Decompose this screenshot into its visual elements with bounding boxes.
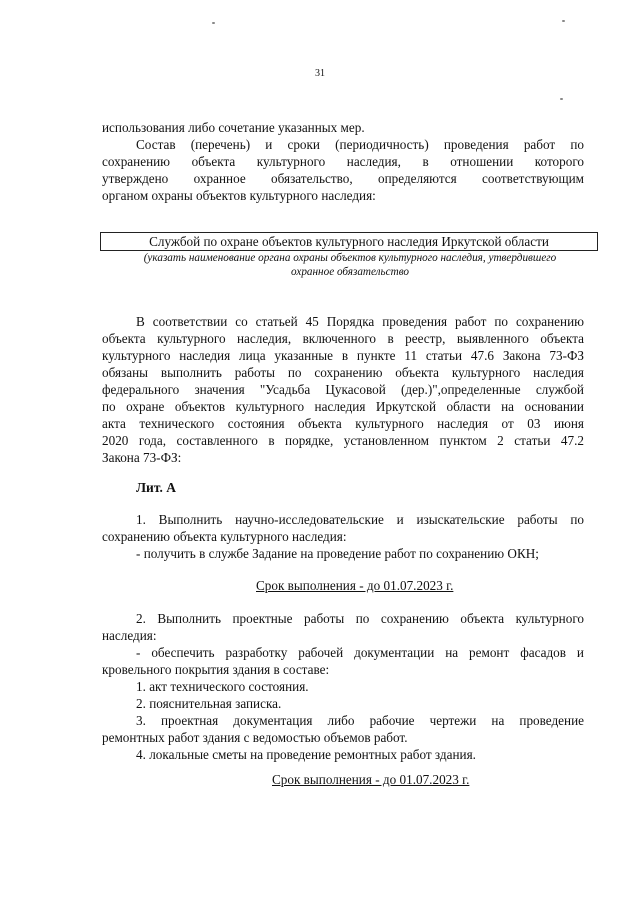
intro-paragraph <box>102 136 584 204</box>
text-line: сохранению объекта культурного наследия, в отношении которого <box>102 154 584 169</box>
text-line: - обеспечить разработку рабочей документации на ремонт фасадов и <box>136 645 584 660</box>
text-line: 4. локальные сметы на проведение ремонтных работ здания. <box>136 747 476 762</box>
scan-speck <box>562 20 565 22</box>
text-line: органом охраны объектов культурного наследия: <box>102 188 376 203</box>
page-number: 31 <box>315 68 325 79</box>
text-line: наследия: <box>102 628 157 643</box>
deadline-2: Срок выполнения - до 01.07.2023 г. <box>272 772 470 787</box>
scan-speck <box>212 22 215 24</box>
intro-line: использования либо сочетание указанных мер. <box>102 120 365 135</box>
item-1 <box>102 511 584 562</box>
text-line: обязаны выполнить работы по сохранению объекта культурного наследия <box>102 365 584 380</box>
text-line: утверждено охранное обязательство, определяются соответствующим <box>102 171 584 186</box>
authority-box: Службой по охране объектов культурного наследия Иркутской области <box>100 232 598 251</box>
text-line: 1. акт технического состояния. <box>136 679 309 694</box>
text-line: 3. проектная документация либо рабочие чертежи на проведение <box>136 713 584 728</box>
text-line: 1. Выполнить научно-исследовательские и изыскательские работы по <box>136 512 584 527</box>
note-line: охранное обязательство <box>290 266 409 278</box>
text-line: Состав (перечень) и сроки (периодичность) проведения работ по <box>136 137 584 152</box>
section-heading: Лит. А <box>136 480 176 495</box>
main-paragraph <box>102 313 584 466</box>
text-line: сохранению объекта культурного наследия: <box>102 529 347 544</box>
text-line: ремонтных работ здания с ведомостью объемов работ. <box>102 730 408 745</box>
text-line: по охране объектов культурного наследия Иркутской области на основании <box>102 399 584 414</box>
scan-speck <box>560 98 563 100</box>
text-line: 2020 года, составленного в порядке, установленном пунктом 2 статьи 47.2 <box>102 433 584 448</box>
text-line: кровельного покрытия здания в составе: <box>102 662 330 677</box>
text-line: объекта культурного наследия, включенного в реестр, выявленного объекта <box>102 331 584 346</box>
item-2 <box>102 610 584 763</box>
text-line: 2. пояснительная записка. <box>136 696 282 711</box>
note-line: (указать наименование органа охраны объектов культурного наследия, утвердившего <box>143 252 557 264</box>
text-line: - получить в службе Задание на проведение работ по сохранению ОКН; <box>136 546 539 561</box>
text-line: В соответствии со статьей 45 Порядка проведения работ по сохранению <box>136 314 584 329</box>
deadline-1: Срок выполнения - до 01.07.2023 г. <box>256 578 454 593</box>
text-line: акта технического состояния объекта культурного наследия от 03 июня <box>102 416 584 431</box>
text-line: федерального значения "Усадьба Цукасовой (дер.)",определенные службой <box>102 382 584 397</box>
text-line: 2. Выполнить проектные работы по сохранению объекта культурного <box>136 611 584 626</box>
authority-note <box>98 251 602 279</box>
text-line: Закона 73-ФЗ: <box>102 450 182 465</box>
text-line: культурного наследия лица указанные в пункте 11 статьи 47.6 Закона 73-ФЗ <box>102 348 584 363</box>
